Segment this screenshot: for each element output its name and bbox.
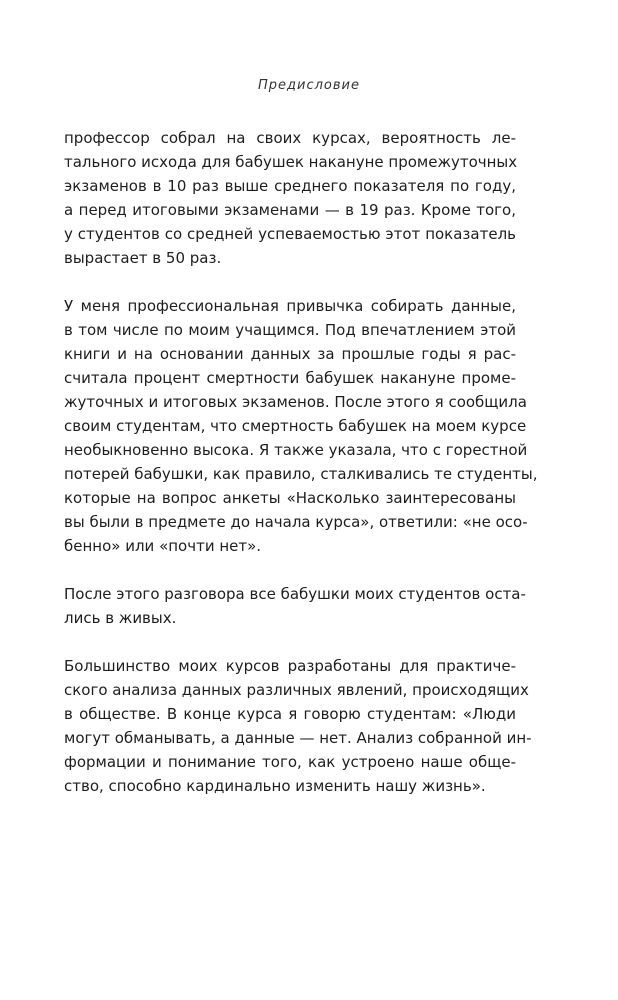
- text-line: могут обманывать, а данные — нет. Анализ собранной ин-: [64, 729, 532, 747]
- text-line: ство, способно кардинально изменить нашу жизнь».: [64, 777, 486, 795]
- text-line: которые на вопрос анкеты «Насколько заинтересованы: [64, 489, 516, 507]
- text-line: в том числе по моим учащимся. Под впечатлением этой: [64, 321, 516, 339]
- paragraph-1: [64, 126, 516, 270]
- text-line: потерей бабушки, как правило, сталкивались те студенты,: [64, 465, 538, 483]
- text-line: у студентов со средней успеваемостью этот показатель: [64, 225, 516, 243]
- text-line: профессор собрал на своих курсах, вероятность ле-: [64, 129, 516, 147]
- text-line: экзаменов в 10 раз выше среднего показателя по году,: [64, 177, 516, 195]
- text-line: вы были в предмете до начала курса», ответили: «не осо-: [64, 513, 528, 531]
- paragraph-2: [64, 294, 538, 558]
- text-line: формации и понимание того, как устроено наше обще-: [64, 753, 516, 771]
- text-line: Большинство моих курсов разработаны для практиче-: [64, 657, 516, 675]
- text-line: а перед итоговыми экзаменами — в 19 раз. Кроме того,: [64, 201, 516, 219]
- paragraph-3: [64, 582, 526, 630]
- text-line: лись в живых.: [64, 609, 177, 627]
- body-text: [64, 126, 538, 822]
- text-line: книги и на основании данных за прошлые годы я рас-: [64, 345, 516, 363]
- text-line: После этого разговора все бабушки моих студентов оста-: [64, 585, 526, 603]
- text-line: в обществе. В конце курса я говорю студентам: «Люди: [64, 705, 516, 723]
- text-line: бенно» или «почти нет».: [64, 537, 262, 555]
- running-header: Предисловие: [258, 78, 360, 93]
- paragraph-4: [64, 654, 532, 798]
- text-line: ского анализа данных различных явлений, происходящих: [64, 681, 529, 699]
- text-line: считала процент смертности бабушек накануне проме-: [64, 369, 516, 387]
- text-line: тального исхода для бабушек накануне промежуточных: [64, 153, 518, 171]
- text-line: своим студентам, что смертность бабушек на моем курсе: [64, 417, 527, 435]
- text-line: У меня профессиональная привычка собирать данные,: [64, 297, 516, 315]
- text-line: вырастает в 50 раз.: [64, 249, 222, 267]
- text-line: жуточных и итоговых экзаменов. После этого я сообщила: [64, 393, 527, 411]
- text-line: необыкновенно высока. Я также указала, что с горестной: [64, 441, 528, 459]
